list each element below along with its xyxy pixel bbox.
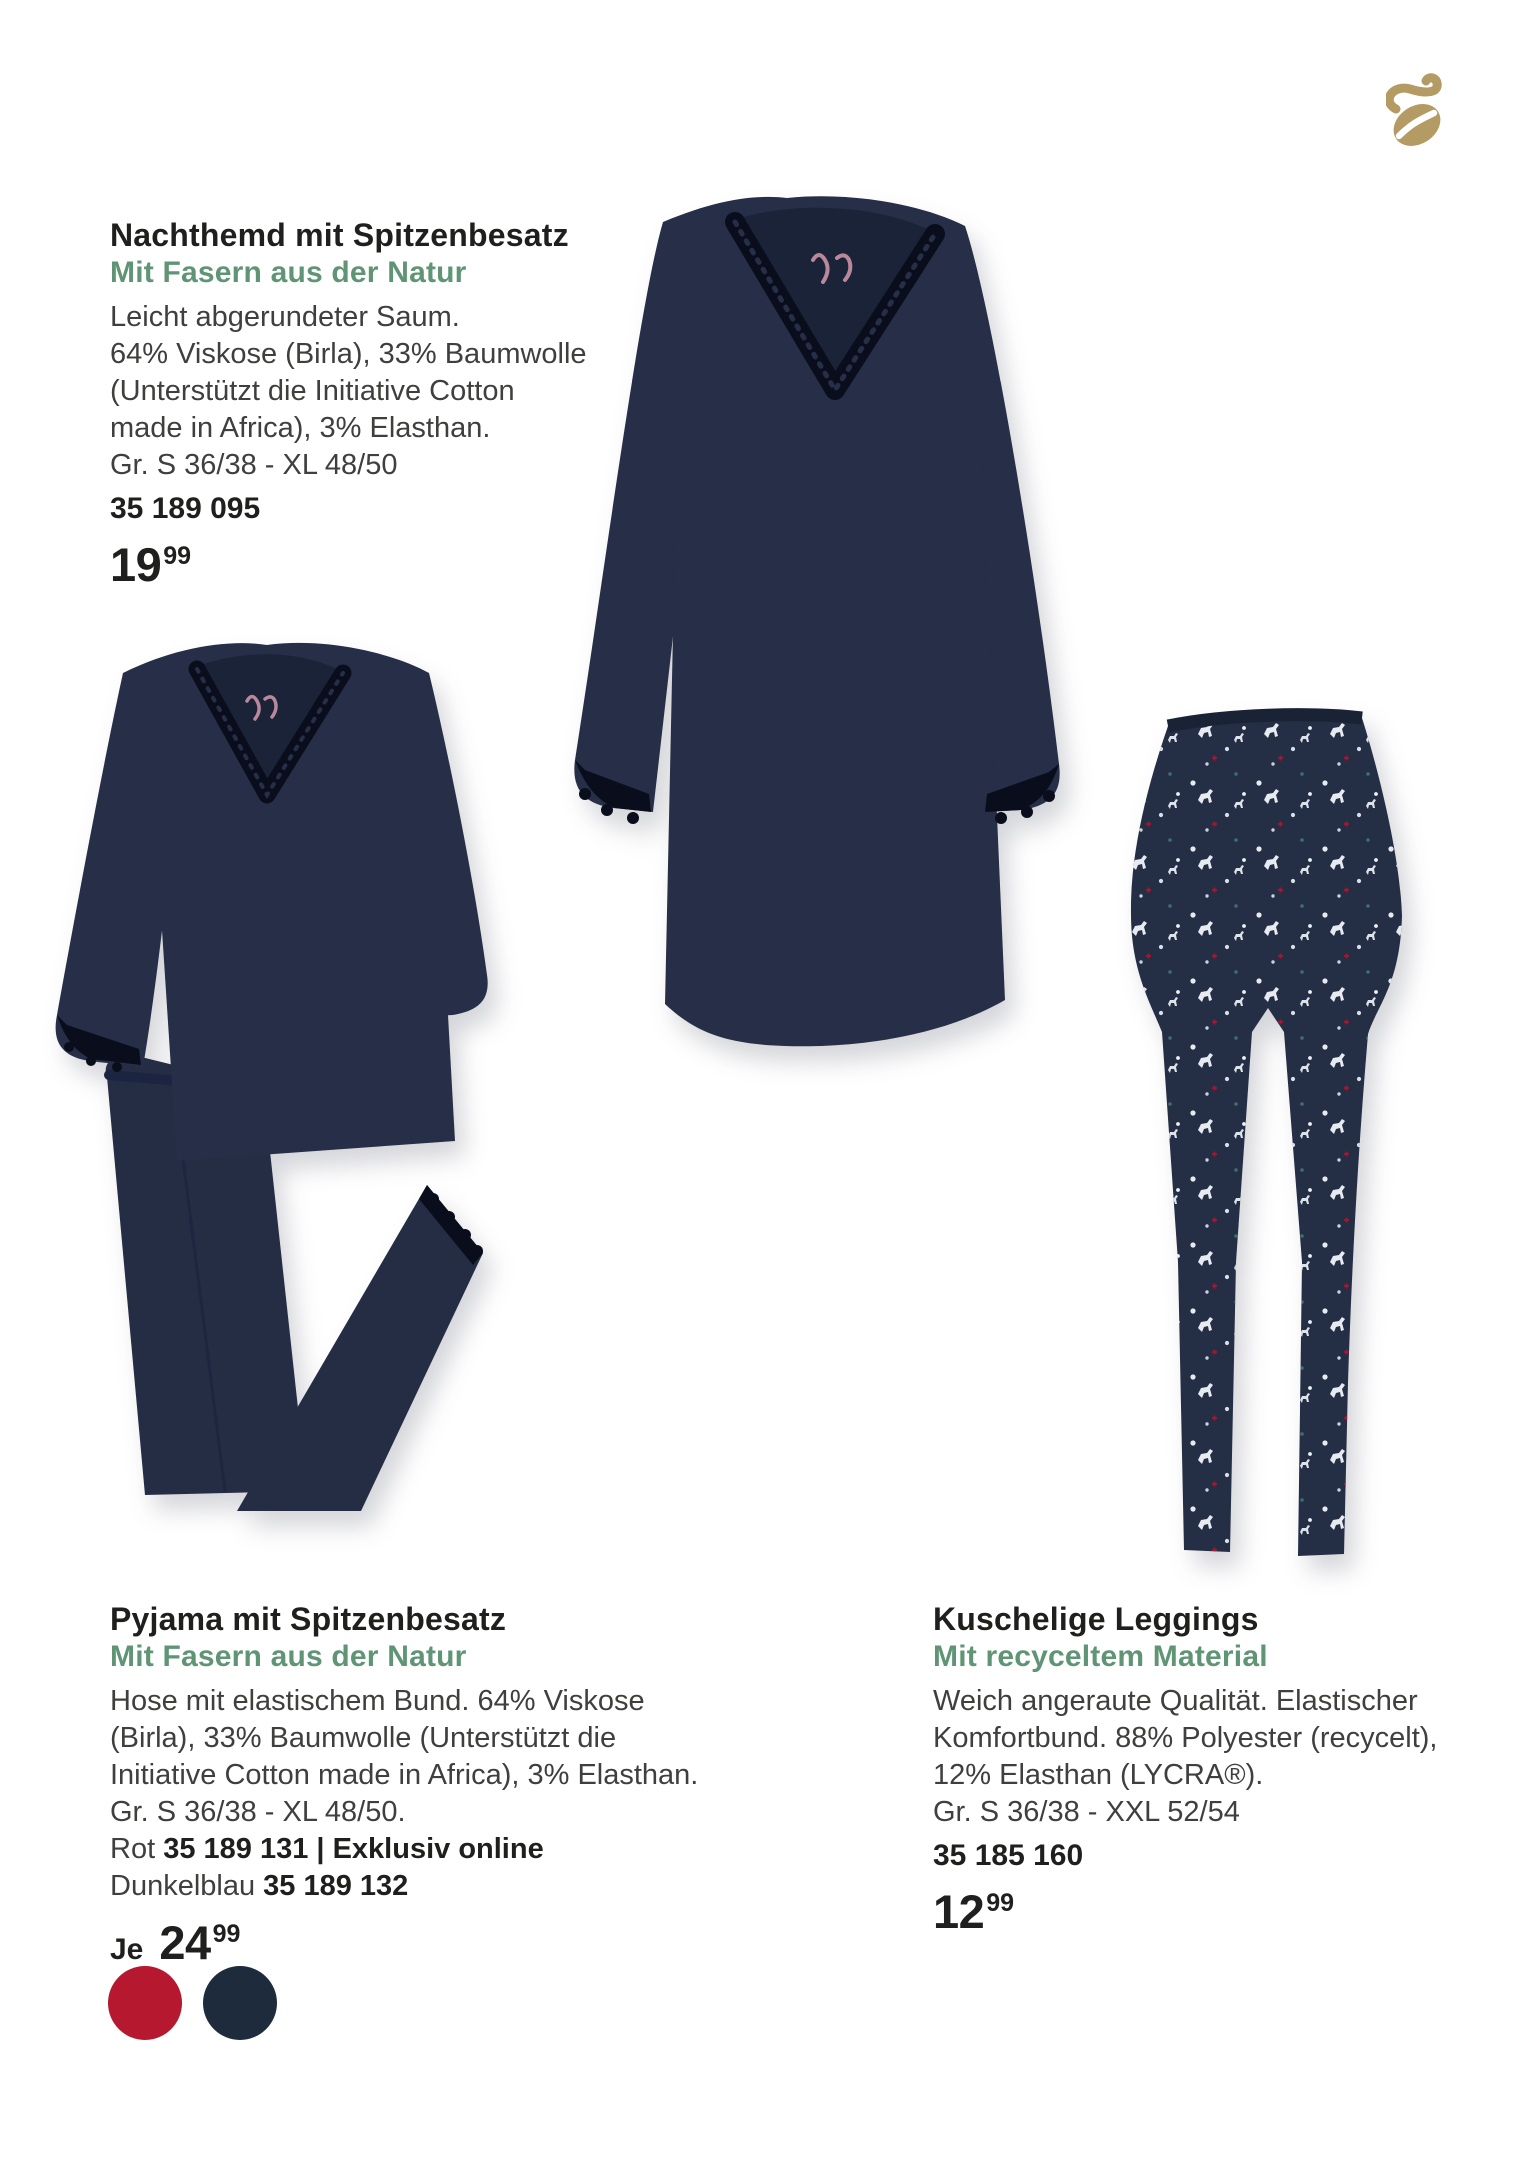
price-cents: 99 [986, 1889, 1015, 1917]
price-cents: 99 [212, 1920, 241, 1948]
product-title: Pyjama mit Spitzenbesatz [110, 1601, 507, 1637]
description-line: (Unterstützt die Initiative Cotton [110, 375, 515, 407]
price-euros: 12 [933, 1885, 985, 1938]
description-line: Leicht abgerundeter Saum. [110, 301, 460, 333]
description-line: Weich angeraute Qualität. Elastischer [933, 1685, 1418, 1717]
price-cents: 99 [163, 542, 192, 570]
color-swatch-red [108, 1966, 182, 2040]
product-highlight: Mit Fasern aus der Natur [110, 1640, 467, 1673]
size-range: Gr. S 36/38 - XL 48/50 [110, 449, 398, 481]
description-line: Initiative Cotton made in Africa), 3% Elasthan. [110, 1759, 699, 1791]
price [110, 1915, 690, 1970]
description-line: Komfortbund. 88% Polyester (recycelt), [933, 1722, 1438, 1754]
article-number: 35 185 160 [933, 1839, 1084, 1872]
size-range: Gr. S 36/38 - XXL 52/54 [933, 1796, 1240, 1828]
tchibo-coffee-bean-logo [1386, 72, 1452, 148]
description-line: (Birla), 33% Baumwolle (Unterstützt die [110, 1722, 617, 1754]
variant-red-line [110, 1831, 690, 1868]
variant-article-number: 35 189 131 | Exklusiv online [163, 1833, 544, 1865]
variant-color-name: Rot [110, 1833, 156, 1865]
price-euros: 19 [110, 538, 162, 591]
nightgown-photo [545, 148, 1085, 1058]
product-info-pyjama [110, 1600, 699, 1970]
product-highlight: Mit Fasern aus der Natur [110, 256, 467, 289]
leggings-photo [1118, 702, 1418, 1572]
product-title: Nachthemd mit Spitzenbesatz [110, 217, 569, 253]
description-line: 64% Viskose (Birla), 33% Baumwolle [110, 338, 587, 370]
product-description [110, 299, 610, 484]
product-info-leggings [933, 1600, 1453, 1939]
product-info-nachthemd [110, 216, 610, 592]
description-line: made in Africa), 3% Elasthan. [110, 412, 491, 444]
variant-article-number: 35 189 132 [263, 1870, 409, 1902]
price-prefix: Je [110, 1933, 144, 1966]
variant-blue-line [110, 1868, 690, 1905]
variant-color-name: Dunkelblau [110, 1870, 256, 1902]
product-title: Kuschelige Leggings [933, 1601, 1259, 1637]
product-highlight: Mit recyceltem Material [933, 1640, 1268, 1673]
color-swatch-dark-blue [203, 1966, 277, 2040]
product-description [933, 1683, 1453, 1831]
article-number: 35 189 095 [110, 492, 261, 525]
product-description [110, 1683, 699, 1831]
price-euros: 24 [159, 1916, 211, 1969]
price [933, 1884, 1453, 1939]
pyjama-set-photo [25, 553, 495, 1513]
description-line: Hose mit elastischem Bund. 64% Viskose [110, 1685, 645, 1717]
size-range: Gr. S 36/38 - XL 48/50. [110, 1796, 406, 1828]
description-line: 12% Elasthan (LYCRA®). [933, 1759, 1264, 1791]
